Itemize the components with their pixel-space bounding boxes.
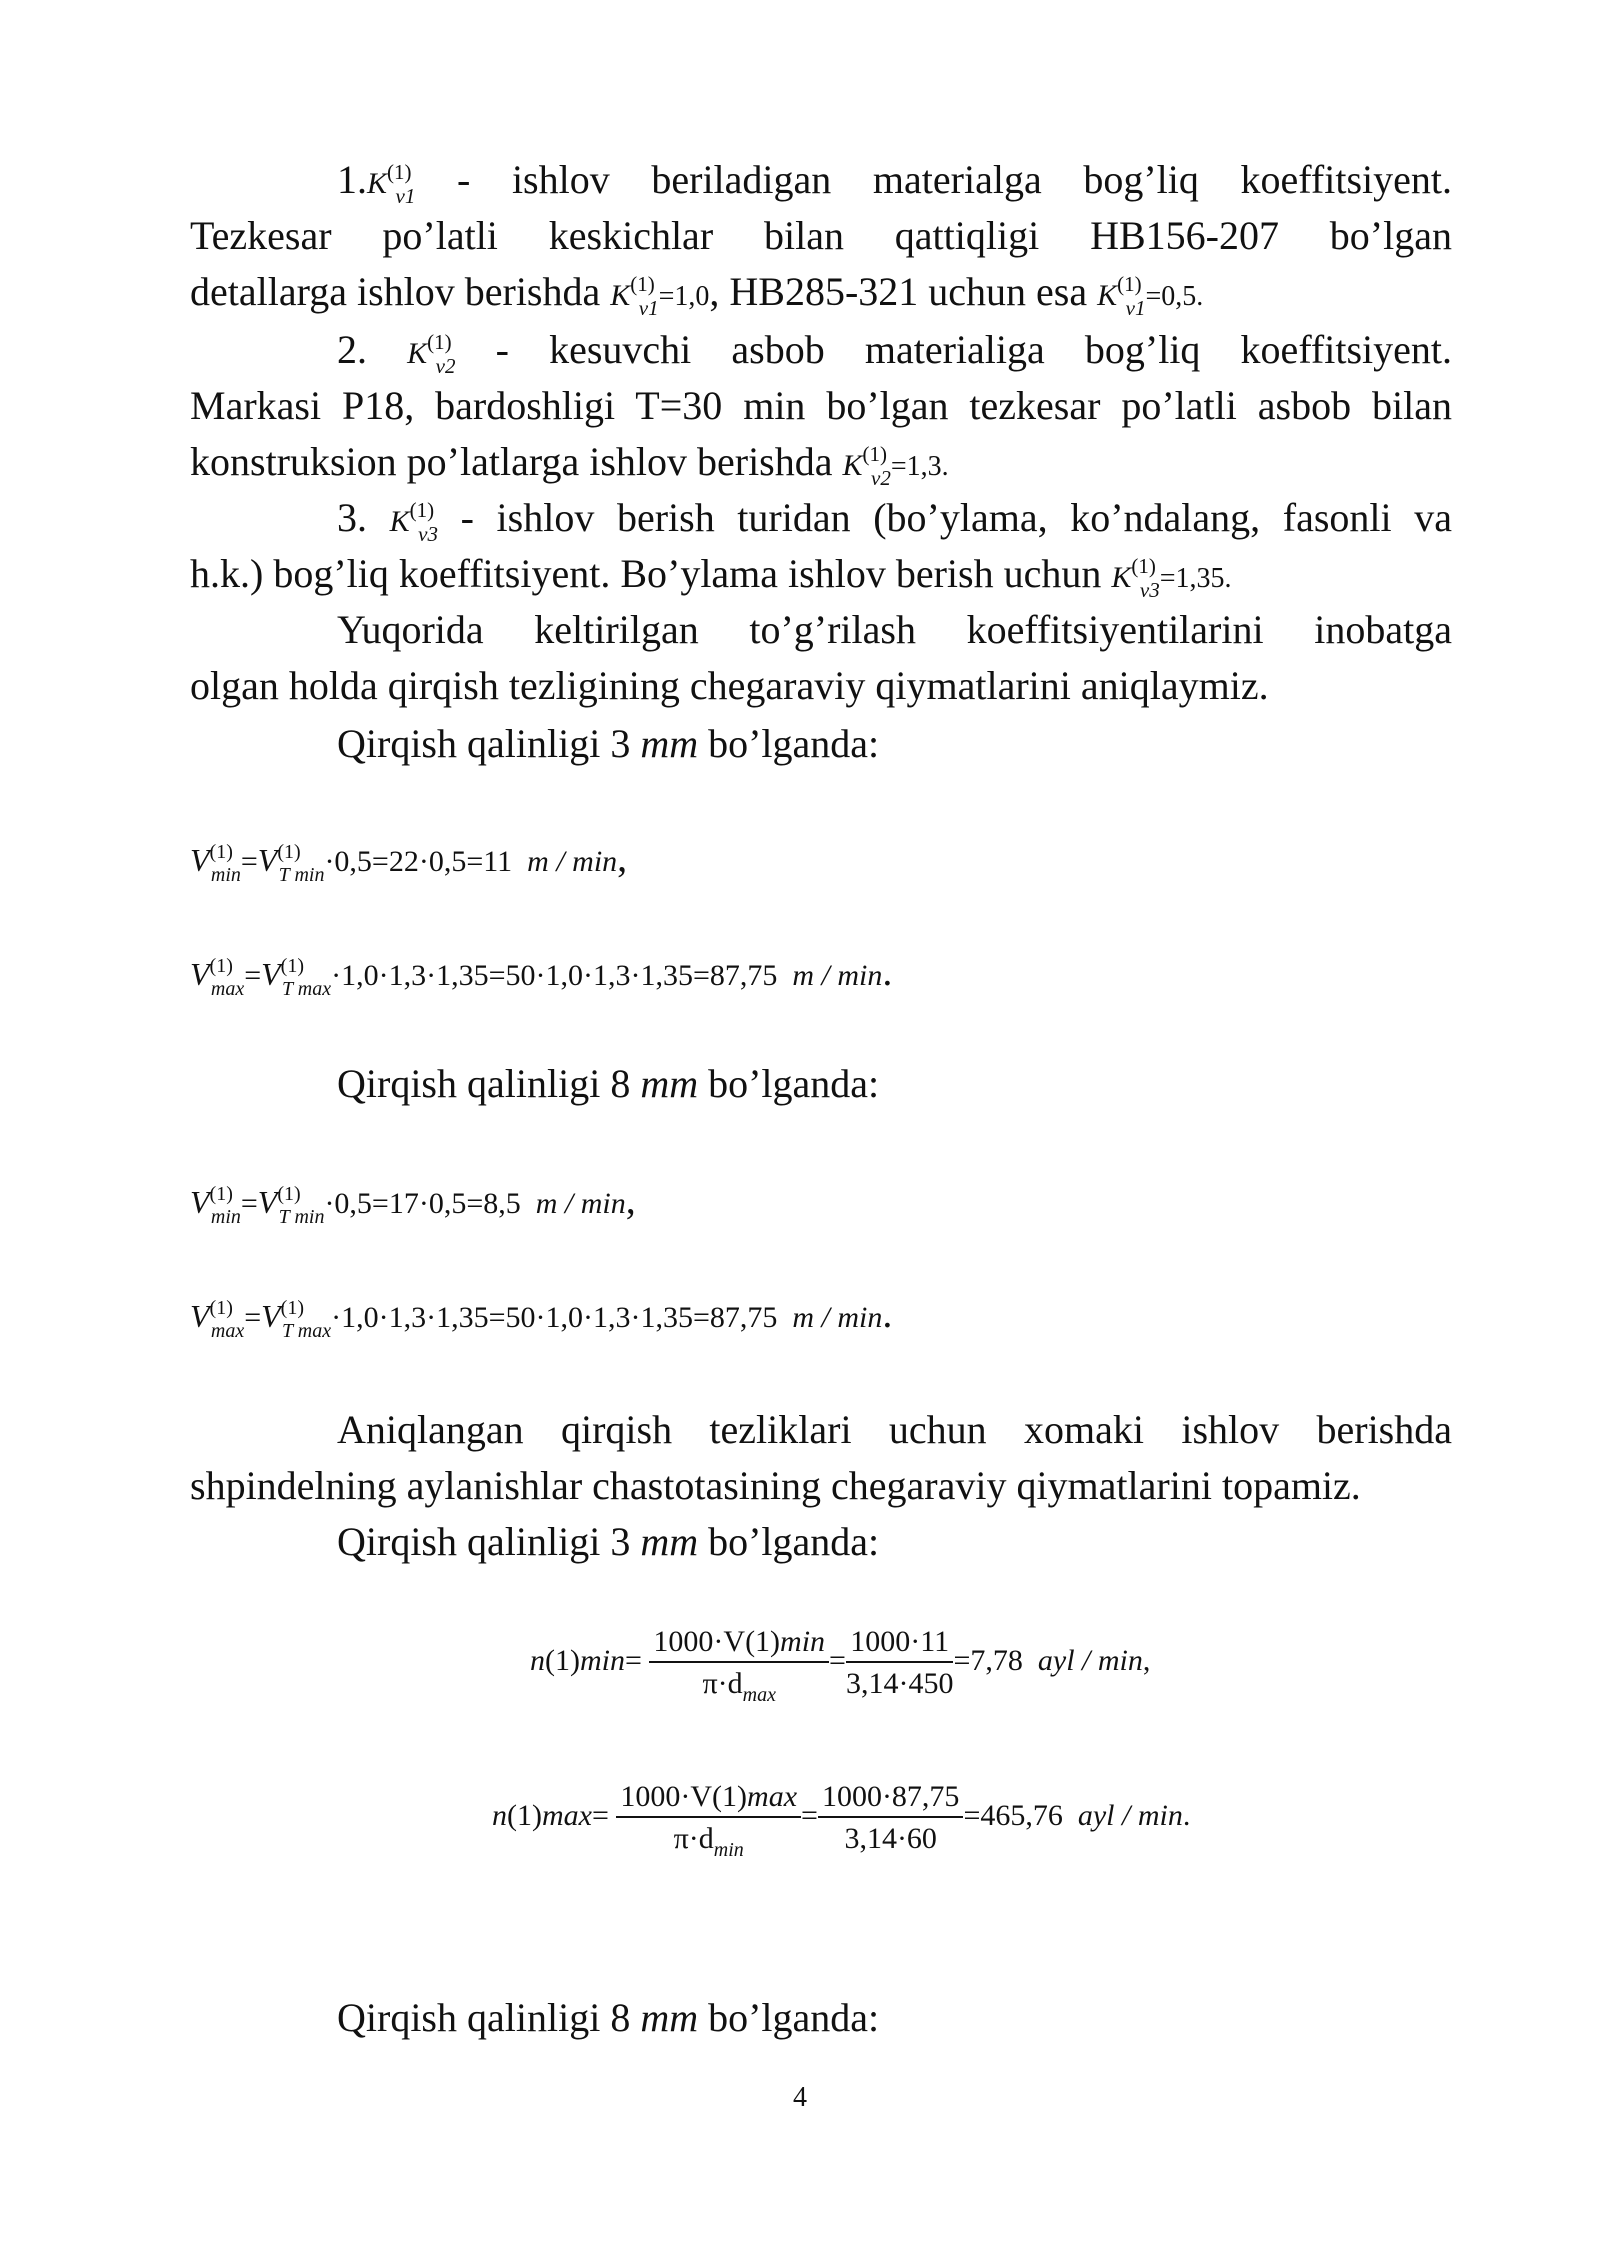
- section-heading-3mm-rpm: Qirqish qalinligi 3 mm bo’lganda:: [337, 1519, 880, 1564]
- coefficient-kv2: $K^{(1)}_{v2}$: [407, 330, 456, 378]
- para4-line2: olgan holda qirqish tezligining chegaraviy qiymatlarini aniqlaymiz.: [190, 663, 1269, 708]
- para1-line1: $1.K^{(1)}_{v1}$ - ishlov beriladigan materialga bog’liq koeffitsiyent.: [337, 152, 1452, 214]
- section-heading-3mm: Qirqish qalinligi 3 mm bo’lganda:: [337, 721, 880, 766]
- para1-line3: detallarga ishlov berishda $K^{(1)}_{v1}=1,0$, HB285-321 uchun esa $K^{(1)}_{v1}=0,5$.: [190, 269, 1204, 320]
- equation-vmax-3mm: $V^{(1)}_{max}=V^{(1)}_{T max}\cdot 1,0\cdot 1,3\cdot 1,35=50\cdot 1,0\cdot 1,3\cdot 1,35=87,75$ m / min.: [190, 949, 893, 1000]
- para2-line1: 2. $K^{(1)}_{v2}$ - kesuvchi asbob materialiga bog’liq koeffitsiyent.: [337, 322, 1452, 384]
- coefficient-kv3: $K^{(1)}_{v3}$: [389, 498, 438, 546]
- item-number: 1.: [337, 157, 367, 202]
- coefficient-kv1: $K^{(1)}_{v1}$: [367, 160, 416, 208]
- section-heading-8mm: Qirqish qalinligi 8 mm bo’lganda:: [337, 1061, 880, 1106]
- section-heading-8mm-rpm: Qirqish qalinligi 8 mm bo’lganda:: [337, 1995, 880, 2040]
- para3-line2: h.k.) bog’liq koeffitsiyent. Bo’ylama ishlov berish uchun $K^{(1)}_{v3}=1,35$.: [190, 551, 1232, 602]
- page-number: 4: [793, 2082, 807, 2113]
- para2-line3: konstruksion po’latlarga ishlov berishda $K^{(1)}_{v2}=1,3$.: [190, 439, 949, 490]
- equation-vmin-3mm: $V^{(1)}_{min}=V^{(1)}_{T min}\cdot 0,5=22\cdot 0,5=11$ m / min,: [190, 835, 628, 886]
- para1-line2: Tezkesar po’latli keskichlar bilan qattiqligi HB156-207 bo’lgan: [190, 213, 1452, 258]
- para3-line1: 3. $K^{(1)}_{v3}$ - ishlov berish turidan (bo’ylama, ko’ndalang, fasonli va: [337, 490, 1452, 552]
- para5-line2: shpindelning aylanishlar chastotasining chegaraviy qiymatlarini topamiz.: [190, 1463, 1361, 1508]
- equation-vmax-8mm: $V^{(1)}_{max}=V^{(1)}_{T max}\cdot 1,0\cdot 1,3\cdot 1,35=50\cdot 1,0\cdot 1,3\cdot 1,35=87,75$ m / min.: [190, 1291, 893, 1342]
- para4-line1: Yuqorida keltirilgan to’g’rilash koeffitsiyentilarini inobatga: [337, 607, 1452, 652]
- para2-line2: Markasi P18, bardoshligi T=30 min bo’lgan tezkesar po’latli asbob bilan: [190, 383, 1452, 428]
- equation-vmin-8mm: $V^{(1)}_{min}=V^{(1)}_{T min}\cdot 0,5=17\cdot 0,5=8,5$ m / min,: [190, 1177, 636, 1228]
- para5-line1: Aniqlangan qirqish tezliklari uchun xomaki ishlov berishda: [337, 1407, 1452, 1452]
- equation-nmin-3mm: n(1)min= $\frac{1000\cdot V(1)\min}{\pi\cdot d_{max}}$ = $\frac{1000\cdot 11}{3,14\cdot 450}$ =7,78 ayl / min,: [530, 1625, 1151, 1706]
- equation-nmax-3mm: n(1)max= $\frac{1000\cdot V(1)\max}{\pi\cdot d_{min}}$ = $\frac{1000\cdot 87,75}{3,14\cdot 60}$ =465,76 ayl / min.: [492, 1780, 1191, 1861]
